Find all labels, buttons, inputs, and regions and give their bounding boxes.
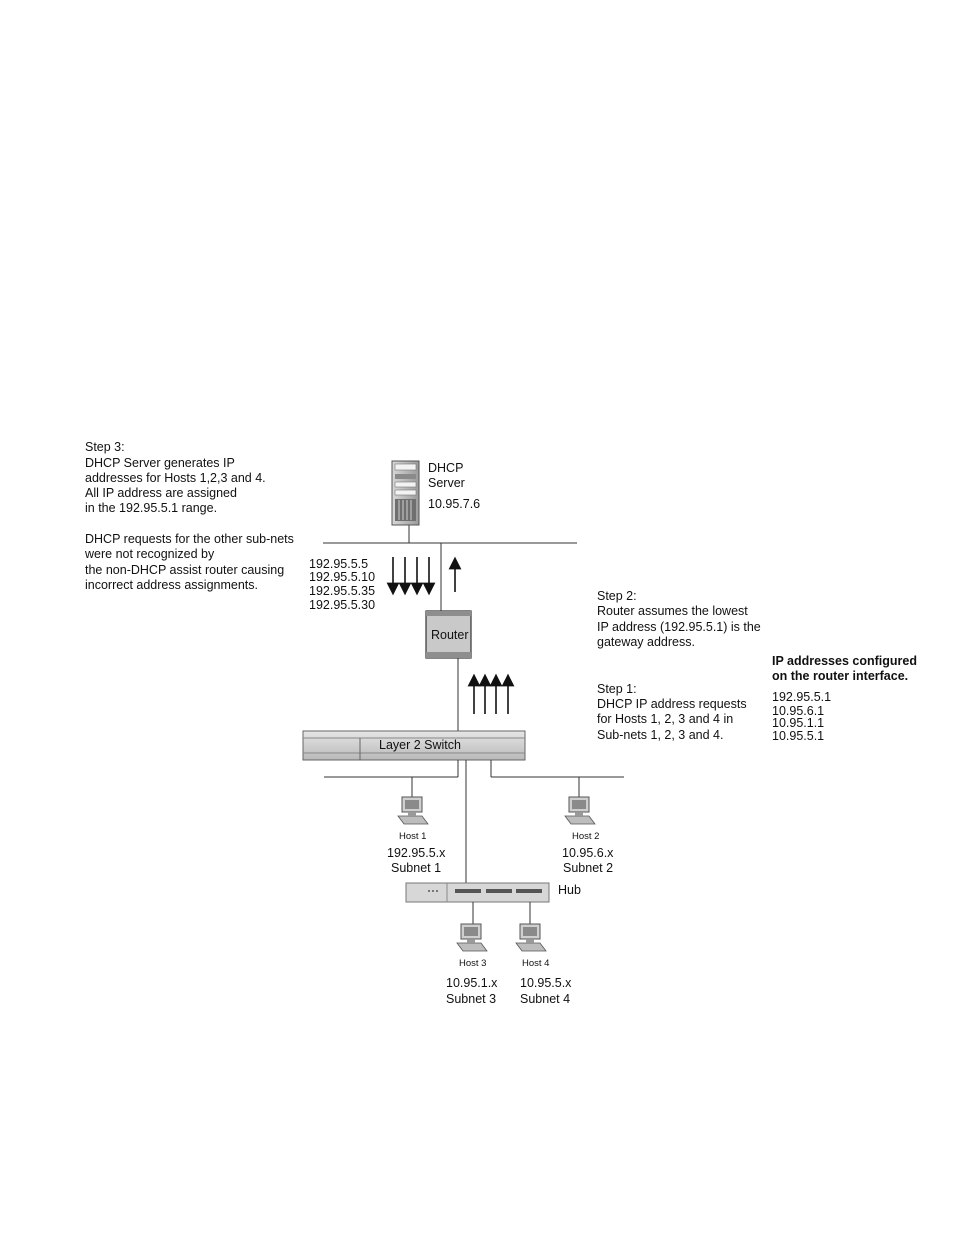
host-3-icon [457, 924, 487, 951]
host-1-name: Host 1 [399, 831, 427, 842]
server-label-2: Server [428, 476, 465, 490]
host-2-icon [565, 797, 595, 824]
step3-note-2: were not recognized by [85, 547, 215, 561]
router-ip-2: 10.95.6.1 [772, 704, 825, 718]
host-4-subnet: Subnet 4 [520, 992, 571, 1006]
router-ips-title-1: IP addresses configured [772, 654, 917, 668]
host-4-ip: 10.95.5.x [520, 976, 572, 990]
server-label-1: DHCP [428, 461, 464, 475]
step3-note-1: DHCP requests for the other sub-nets [85, 532, 294, 546]
host-3-name: Host 3 [459, 958, 487, 969]
step3-line-1: DHCP Server generates IP [85, 456, 235, 470]
response-arrows-down [393, 557, 429, 589]
host-1-icon [398, 797, 428, 824]
hub-label: Hub [558, 883, 581, 897]
step2-line-3: gateway address. [597, 635, 695, 649]
router-ip-1: 192.95.5.1 [772, 690, 832, 704]
assigned-ip-1: 192.95.5.5 [309, 557, 369, 571]
step1-line-2: for Hosts 1, 2, 3 and 4 in [597, 712, 734, 726]
step3-line-2: addresses for Hosts 1,2,3 and 4. [85, 471, 266, 485]
router-ip-4: 10.95.5.1 [772, 729, 825, 743]
router-label: Router [431, 628, 469, 642]
step1-title: Step 1: [597, 682, 637, 696]
dhcp-server-icon [392, 461, 419, 525]
request-arrows-up [474, 680, 508, 714]
step2-title: Step 2: [597, 589, 637, 603]
router-ip-3: 10.95.1.1 [772, 716, 825, 730]
host-4-name: Host 4 [522, 958, 550, 969]
step3-line-4: in the 192.95.5.1 range. [85, 501, 218, 515]
assigned-ip-2: 192.95.5.10 [309, 570, 376, 584]
hub-icon [406, 883, 549, 902]
host-1-subnet: Subnet 1 [391, 861, 442, 875]
host-2-subnet: Subnet 2 [563, 861, 614, 875]
step3-line-3: All IP address are assigned [85, 486, 237, 500]
router-ips-title-2: on the router interface. [772, 669, 909, 683]
step1-line-1: DHCP IP address requests [597, 697, 747, 711]
host-1-ip: 192.95.5.x [387, 846, 446, 860]
step2-line-1: Router assumes the lowest [597, 604, 748, 618]
host-2-name: Host 2 [572, 831, 600, 842]
step2-line-2: IP address (192.95.5.1) is the [597, 620, 761, 634]
host-2-ip: 10.95.6.x [562, 846, 614, 860]
assigned-ip-4: 192.95.5.30 [309, 598, 376, 612]
step3-note-3: the non-DHCP assist router causing [85, 563, 285, 577]
switch-label: Layer 2 Switch [379, 738, 461, 752]
host-3-subnet: Subnet 3 [446, 992, 497, 1006]
host-4-icon [516, 924, 546, 951]
step3-note-4: incorrect address assignments. [85, 578, 258, 592]
step1-line-3: Sub-nets 1, 2, 3 and 4. [597, 728, 724, 742]
server-ip: 10.95.7.6 [428, 497, 481, 511]
host-3-ip: 10.95.1.x [446, 976, 498, 990]
step3-title: Step 3: [85, 440, 125, 454]
assigned-ip-3: 192.95.5.35 [309, 584, 376, 598]
